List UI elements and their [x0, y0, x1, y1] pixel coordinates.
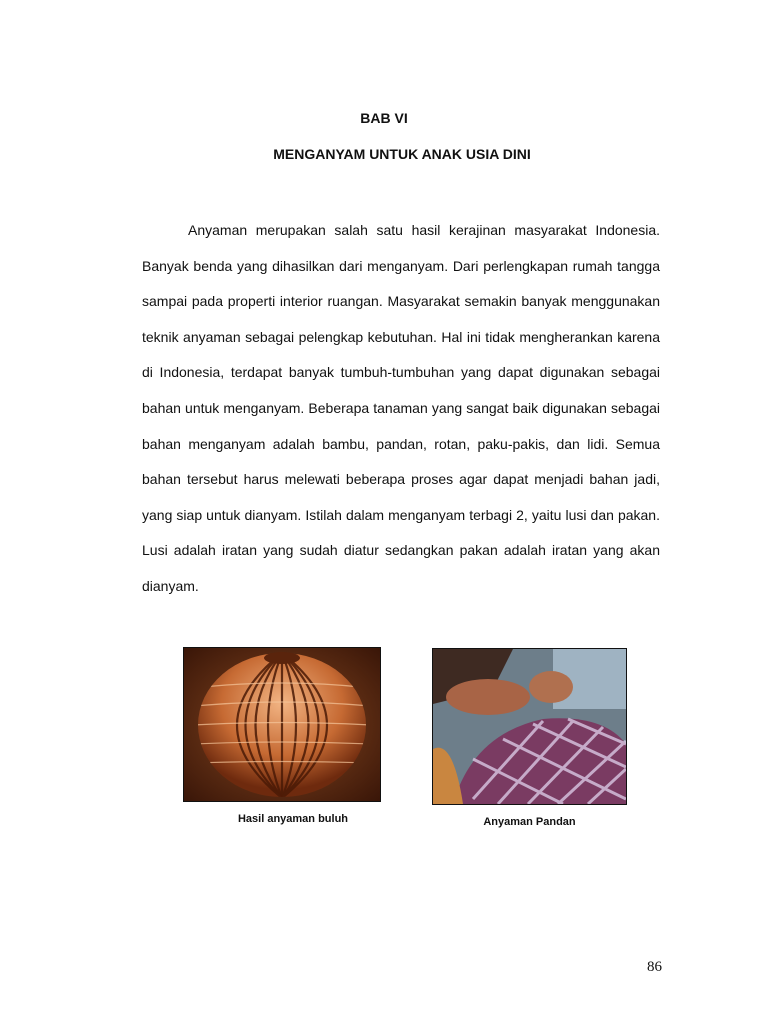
bamboo-basket-illustration	[184, 648, 380, 801]
pandan-weaving-illustration	[433, 649, 626, 804]
figure-caption-buluh: Hasil anyaman buluh	[237, 813, 349, 825]
pandan-weaving-photo	[432, 648, 627, 805]
chapter-heading: BAB VI	[360, 110, 408, 126]
chapter-title: MENGANYAM UNTUK ANAK USIA DINI	[273, 146, 531, 162]
figure-caption-pandan: Anyaman Pandan	[483, 816, 576, 828]
woven-bamboo-basket-photo	[183, 647, 381, 802]
page-number: 86	[647, 959, 662, 975]
body-paragraph: Anyaman merupakan salah satu hasil kerajinan masyarakat Indonesia. Banyak benda yang dihasilkan dari menganyam. Dari perlengkapan rumah tangga sampai pada properti interior ruangan. Masyarakat semakin banyak menggunakan teknik anyaman sebagai pelengkap kebutuhan. Hal ini tidak mengherankan karena di Indonesia, terdapat banyak tumbuh-tumbuhan yang dapat digunakan sebagai bahan untuk menganyam. Beberapa tanaman yang sangat baik digunakan sebagai bahan menganyam adalah bambu, pandan, rotan, paku-pakis, dan lidi. Semua bahan tersebut harus melewati beberapa proses agar dapat menjadi bahan jadi, yang siap untuk dianyam. Istilah dalam menganyam terbagi 2, yaitu lusi dan pakan. Lusi adalah iratan yang sudah diatur sedangkan pakan adalah iratan yang akan dianyam.	[142, 222, 660, 594]
